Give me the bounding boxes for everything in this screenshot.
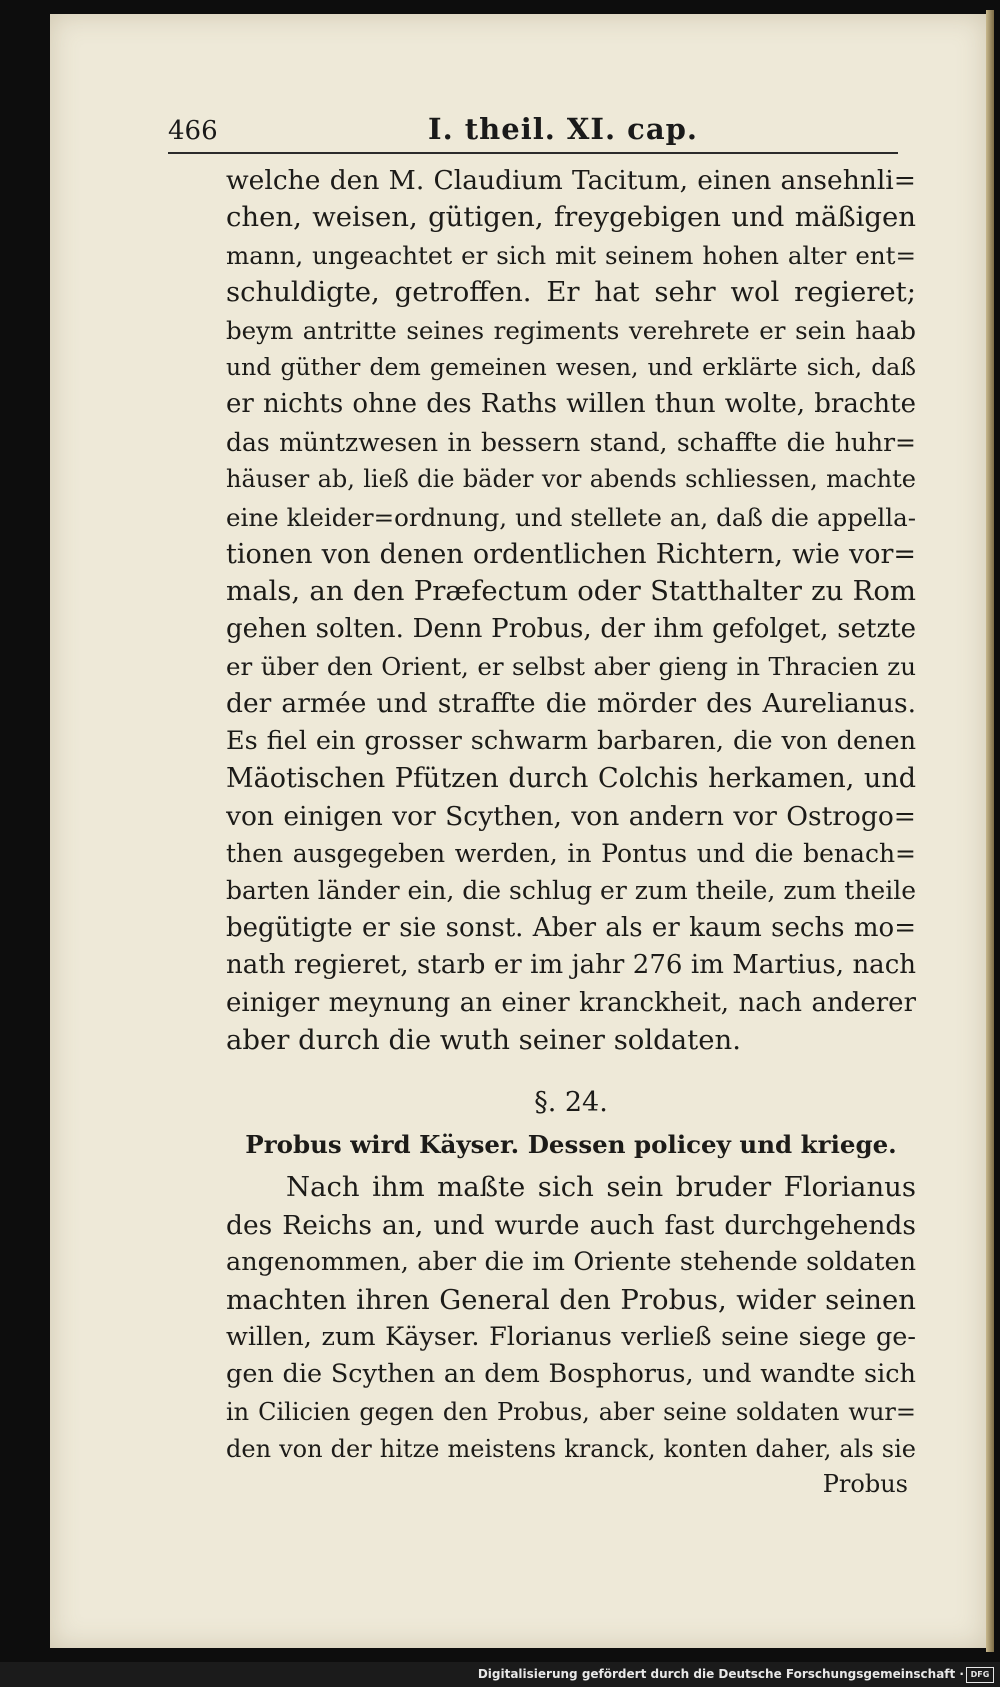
text-line: Es fiel ein grosser schwarm barbaren, die von denen	[226, 725, 916, 756]
text-line: barten länder ein, die schlug er zum theile, zum theile	[226, 876, 916, 906]
header-rule	[168, 152, 898, 154]
text-line: willen, zum Käyser. Florianus verließ seine siege ge-	[226, 1321, 916, 1352]
text-line: häuser ab, ließ die bäder vor abends schliessen, machte	[226, 465, 916, 494]
footer-bar	[0, 1662, 1000, 1687]
dfg-logo: DFG	[966, 1667, 994, 1683]
text-line: und güther dem gemeinen wesen, und erklärte sich, daß	[226, 352, 916, 381]
text-line: der armée und straffte die mörder des Aurelianus.	[226, 688, 916, 720]
page-number: 466	[168, 116, 218, 146]
text-line: eine kleider=ordnung, und stellete an, daß die appella-	[226, 502, 916, 532]
text-line: then ausgegeben werden, in Pontus und die benach=	[226, 839, 916, 869]
catchword: Probus	[822, 1469, 908, 1498]
text-line: er über den Orient, er selbst aber gieng in Thracien zu	[226, 652, 916, 682]
funding-credit: Digitalisierung gefördert durch die Deutsche Forschungsgemeinschaft ·	[477, 1667, 964, 1681]
text-line: das müntzwesen in bessern stand, schaffte die huhr=	[226, 427, 916, 457]
text-line: chen, weisen, gütigen, freygebigen und mäßigen	[226, 201, 916, 234]
text-line: schuldigte, getroffen. Er hat sehr wol regieret;	[226, 276, 916, 309]
text-line: einiger meynung an einer kranckheit, nach anderer	[226, 987, 916, 1018]
text-line: beym antritte seines regiments verehrete er sein haab	[226, 315, 916, 345]
text-line: des Reichs an, und wurde auch fast durchgehends	[226, 1209, 916, 1241]
section-title: Probus wird Käyser. Dessen policey und kriege.	[245, 1130, 897, 1160]
text-line: welche den M. Claudium Tacitum, einen ansehnli=	[226, 165, 916, 196]
text-line: mals, an den Præfectum oder Statthalter zu Rom	[226, 575, 916, 608]
text-line: begütigte er sie sonst. Aber als er kaum sechs mo=	[226, 912, 916, 943]
text-line: angenommen, aber die im Oriente stehende soldaten	[226, 1247, 916, 1278]
text-line: in Cilicien gegen den Probus, aber seine soldaten wur=	[226, 1397, 916, 1426]
text-line: gehen solten. Denn Probus, der ihm gefolget, setzte	[226, 613, 916, 644]
text-line: er nichts ohne des Raths willen thun wolte, brachte	[226, 389, 916, 420]
section-number: §. 24.	[534, 1087, 608, 1119]
text-line: tionen von denen ordentlichen Richtern, wie vor=	[226, 538, 916, 570]
page-header	[168, 112, 898, 152]
text-line: machten ihren General den Probus, wider seinen	[226, 1283, 916, 1316]
text-block	[226, 162, 916, 1499]
paragraph-tacitus	[226, 162, 916, 1059]
paragraph-probus	[226, 1169, 916, 1468]
text-line: Mäotischen Pfützen durch Colchis herkamen, und	[226, 763, 916, 795]
text-line: gen die Scythen an dem Bosphorus, und wandte sich	[226, 1359, 916, 1390]
text-line: Nach ihm maßte sich sein bruder Florianus	[286, 1171, 916, 1204]
running-head: I. theil. XI. cap.	[428, 112, 698, 146]
page-edge	[986, 10, 994, 1652]
text-line: aber durch die wuth seiner soldaten.	[226, 1023, 741, 1056]
text-line: von einigen vor Scythen, von andern vor Ostrogo=	[226, 800, 916, 832]
text-line: den von der hitze meistens kranck, konten daher, als sie	[226, 1435, 916, 1464]
text-line: mann, ungeachtet er sich mit seinem hohen alter ent=	[226, 240, 916, 270]
text-line: nath regieret, starb er im jahr 276 im Martius, nach	[226, 950, 916, 981]
